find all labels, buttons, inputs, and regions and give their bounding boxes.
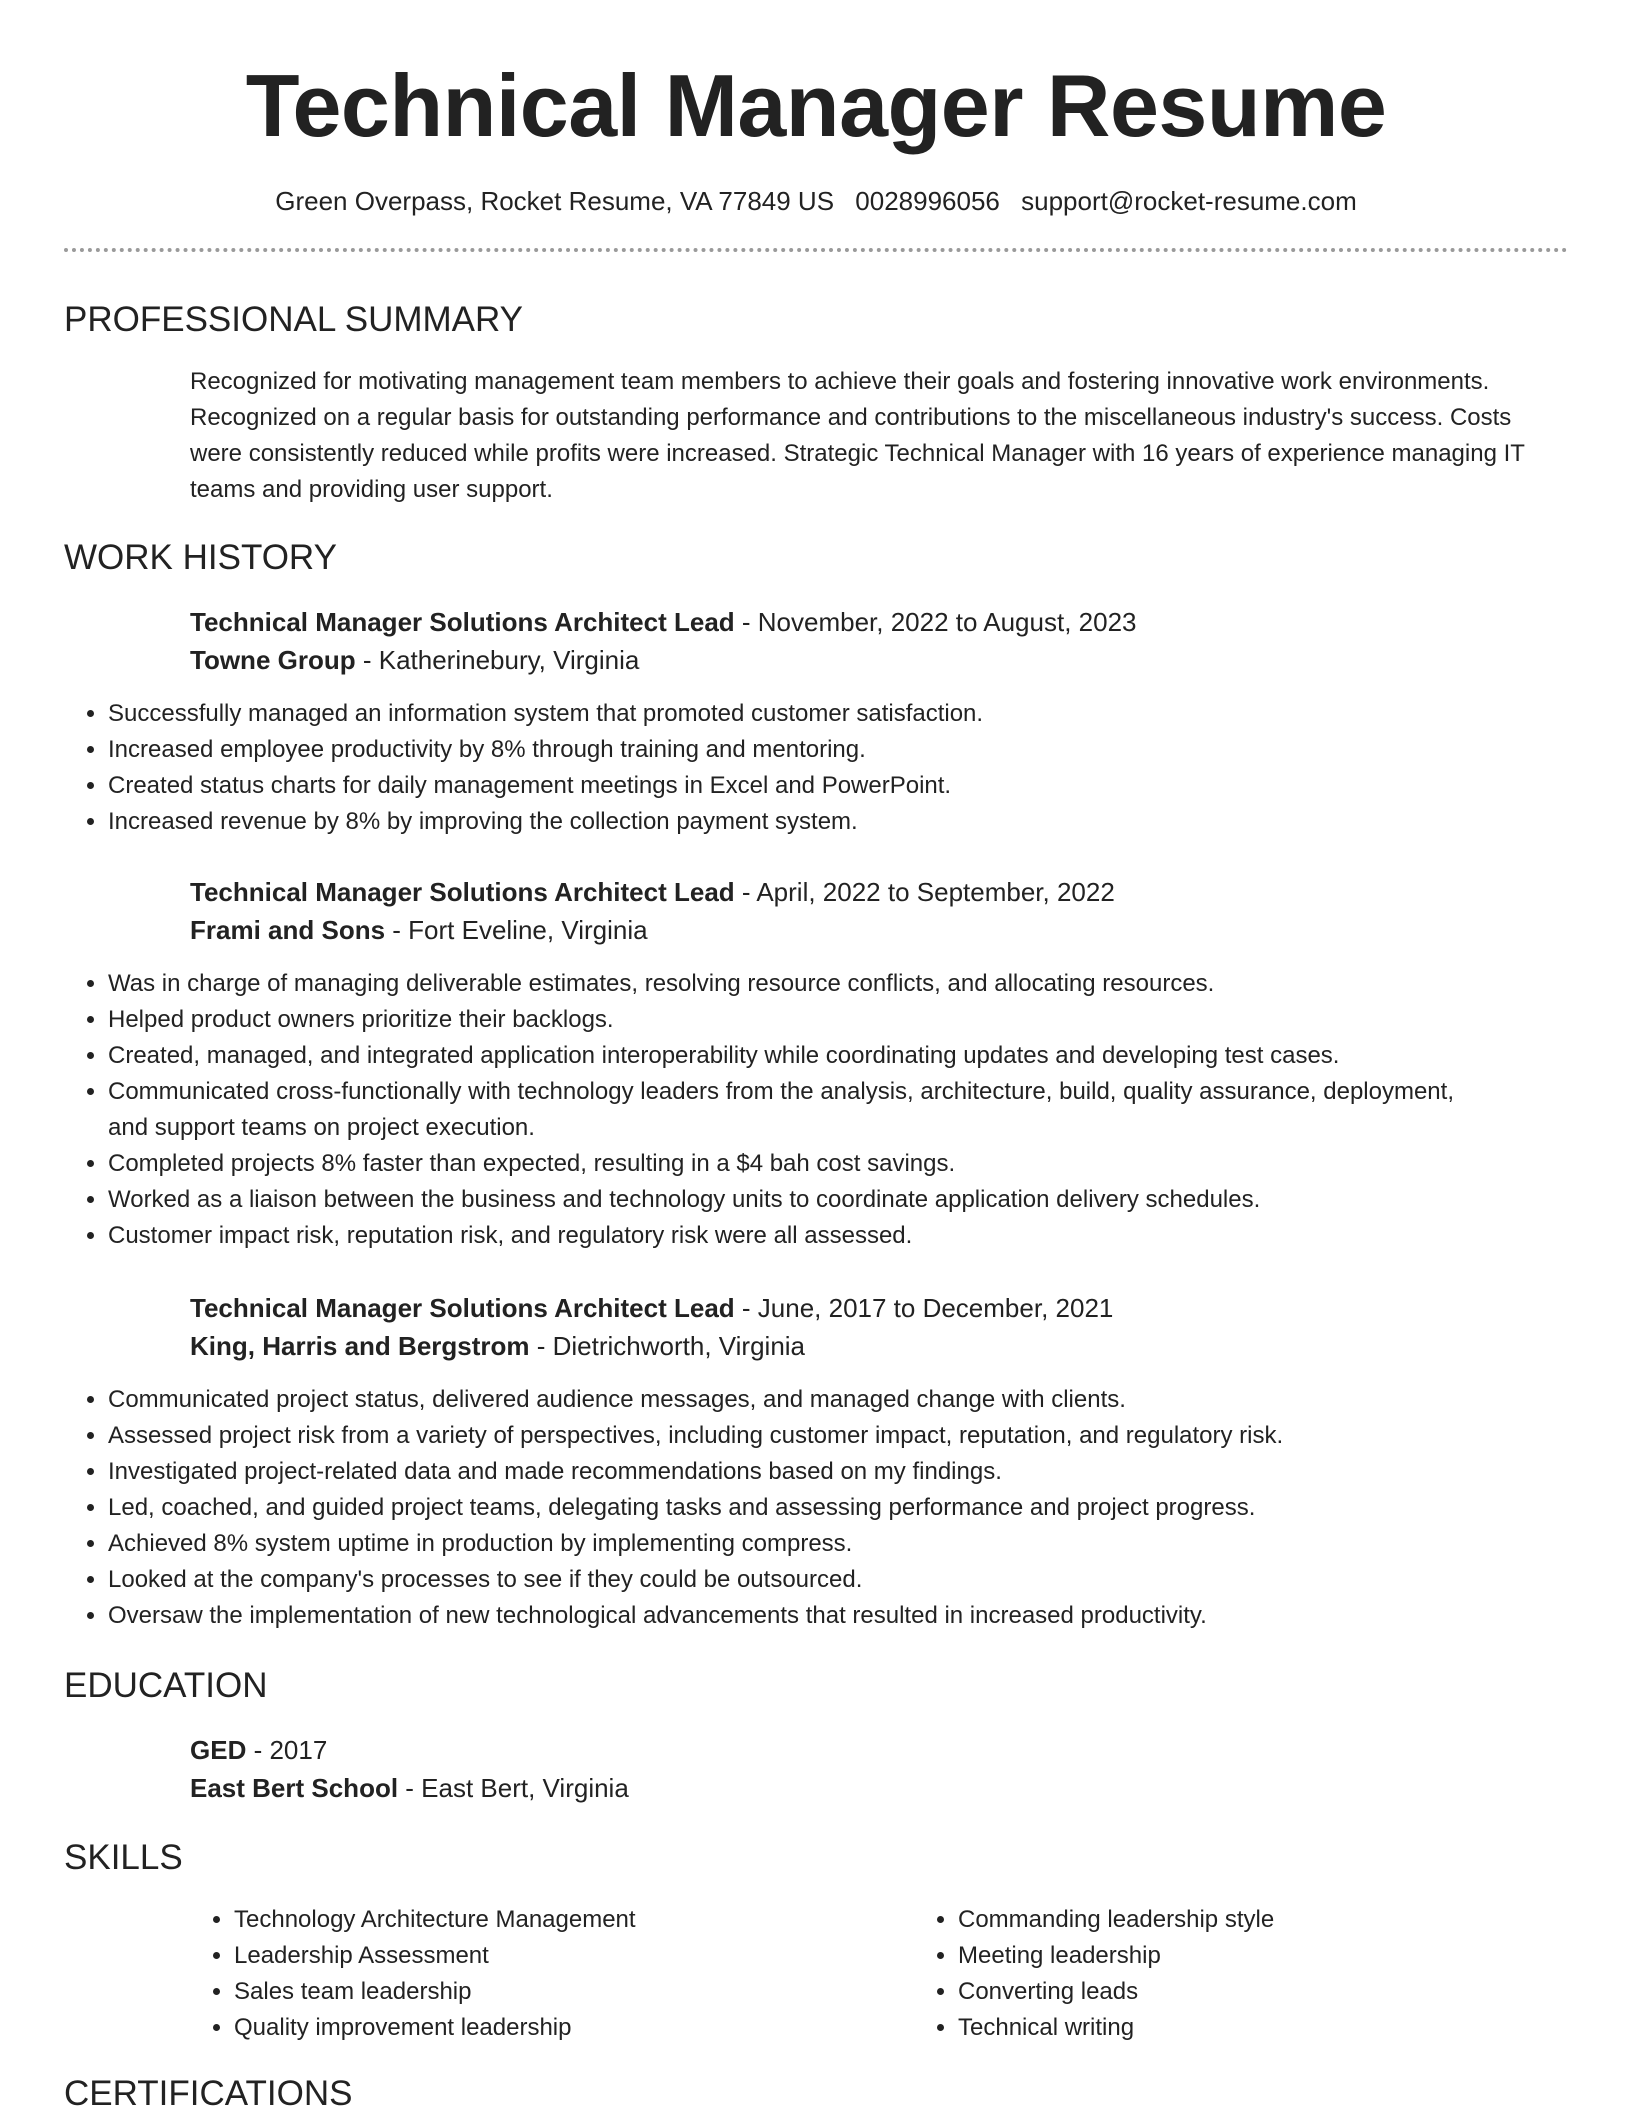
job-bullet: • Customer impact risk, reputation risk, and regulatory risk were all assessed. xyxy=(108,1218,1486,1254)
job-title: Technical Manager Solutions Architect Lead xyxy=(190,877,735,907)
education-degree-line xyxy=(190,1731,1568,1769)
section-title-skills: SKILLS xyxy=(64,1838,183,1877)
job-bullets xyxy=(64,1382,1486,1634)
job-bullet: • Successfully managed an information system that promoted customer satisfaction. xyxy=(108,696,1486,732)
skill-item: • Meeting leadership xyxy=(958,1938,1632,1974)
job-dates: - April, 2022 to September, 2022 xyxy=(734,877,1115,907)
job-entry xyxy=(190,1289,1568,1365)
skill-item: • Quality improvement leadership xyxy=(234,2010,914,2046)
job-bullet: • Assessed project risk from a variety of perspectives, including customer impact, reputation, and regulatory risk. xyxy=(108,1418,1486,1454)
job-dates: - November, 2022 to August, 2023 xyxy=(734,607,1137,637)
job-bullet: • Investigated project-related data and made recommendations based on my findings. xyxy=(108,1454,1486,1490)
job-title: Technical Manager Solutions Architect Lead xyxy=(190,1293,735,1323)
job-bullet: • Completed projects 8% faster than expected, resulting in a $4 bah cost savings. xyxy=(108,1146,1486,1182)
skill-item: • Technical writing xyxy=(958,2010,1632,2046)
job-bullet: • Communicated cross-functionally with technology leaders from the analysis, architecture, build, quality assurance, deployment, and support teams on project execution. xyxy=(108,1074,1486,1146)
education-location: - East Bert, Virginia xyxy=(398,1773,629,1803)
job-company-line xyxy=(190,641,1568,679)
job-bullet: • Created, managed, and integrated application interoperability while coordinating updates and developing test cases. xyxy=(108,1038,1486,1074)
education-school-line xyxy=(190,1769,1568,1807)
job-bullet: • Increased employee productivity by 8% through training and mentoring. xyxy=(108,732,1486,768)
job-bullet: • Created status charts for daily management meetings in Excel and PowerPoint. xyxy=(108,768,1486,804)
job-bullets xyxy=(64,966,1486,1254)
job-company: King, Harris and Bergstrom xyxy=(190,1331,530,1361)
section-title-summary: PROFESSIONAL SUMMARY xyxy=(64,300,523,339)
education-entry xyxy=(190,1731,1568,1807)
skills-column-left xyxy=(190,1902,914,2046)
section-title-education: EDUCATION xyxy=(64,1666,268,1705)
resume-page xyxy=(64,0,1568,2113)
skill-item: • Leadership Assessment xyxy=(234,1938,914,1974)
contact-line xyxy=(64,184,1568,218)
job-title-line xyxy=(190,873,1568,911)
job-bullet: • Communicated project status, delivered audience messages, and managed change with clients. xyxy=(108,1382,1486,1418)
job-entry xyxy=(190,603,1568,679)
job-bullet: • Helped product owners prioritize their backlogs. xyxy=(108,1002,1486,1038)
contact-phone: 0028996056 xyxy=(855,186,1000,216)
job-company: Frami and Sons xyxy=(190,915,386,945)
skill-item: • Technology Architecture Management xyxy=(234,1902,914,1938)
job-location: - Katherinebury, Virginia xyxy=(355,645,640,675)
job-company: Towne Group xyxy=(190,645,356,675)
contact-address: Green Overpass, Rocket Resume, VA 77849 US xyxy=(275,186,835,216)
skills-column-right xyxy=(914,1902,1632,2046)
job-location: - Dietrichworth, Virginia xyxy=(529,1331,806,1361)
job-company-line xyxy=(190,911,1568,949)
job-bullets xyxy=(64,696,1486,840)
education-year: - 2017 xyxy=(246,1735,328,1765)
job-bullet: • Achieved 8% system uptime in production by implementing compress. xyxy=(108,1526,1486,1562)
skill-item: • Converting leads xyxy=(958,1974,1632,2010)
contact-email: support@rocket-resume.com xyxy=(1021,186,1357,216)
education-degree: GED xyxy=(190,1735,247,1765)
job-title: Technical Manager Solutions Architect Lead xyxy=(190,607,735,637)
section-title-work-history: WORK HISTORY xyxy=(64,538,337,577)
job-title-line xyxy=(190,1289,1568,1327)
job-bullet: • Increased revenue by 8% by improving the collection payment system. xyxy=(108,804,1486,840)
job-location: - Fort Eveline, Virginia xyxy=(385,915,648,945)
job-entry xyxy=(190,873,1568,949)
summary-text: Recognized for motivating management team members to achieve their goals and fostering innovative work environments. Recognized on a regular basis for outstanding performance and contributions to the miscellaneous industry's success. Costs were consistently reduced while profits were increased. Strategic Technical Manager with 16 years of experience managing IT teams and providing user support. xyxy=(190,368,1525,503)
skill-item: • Sales team leadership xyxy=(234,1974,914,2010)
education-school: East Bert School xyxy=(190,1773,399,1803)
job-bullet: • Oversaw the implementation of new technological advancements that resulted in increased productivity. xyxy=(108,1598,1486,1634)
job-bullet: • Led, coached, and guided project teams, delegating tasks and assessing performance and project progress. xyxy=(108,1490,1486,1526)
job-bullet: • Was in charge of managing deliverable estimates, resolving resource conflicts, and allocating resources. xyxy=(108,966,1486,1002)
section-title-certifications: CERTIFICATIONS xyxy=(64,2074,353,2113)
summary-block xyxy=(190,364,1568,508)
job-company-line xyxy=(190,1327,1568,1365)
job-dates: - June, 2017 to December, 2021 xyxy=(734,1293,1114,1323)
header-divider xyxy=(64,248,1568,252)
job-bullet: • Looked at the company's processes to see if they could be outsourced. xyxy=(108,1562,1486,1598)
skill-item: • Commanding leadership style xyxy=(958,1902,1632,1938)
job-bullet: • Worked as a liaison between the business and technology units to coordinate application delivery schedules. xyxy=(108,1182,1486,1218)
job-title-line xyxy=(190,603,1568,641)
resume-title: Technical Manager Resume xyxy=(245,56,1387,155)
skills-grid xyxy=(190,1902,1632,2046)
